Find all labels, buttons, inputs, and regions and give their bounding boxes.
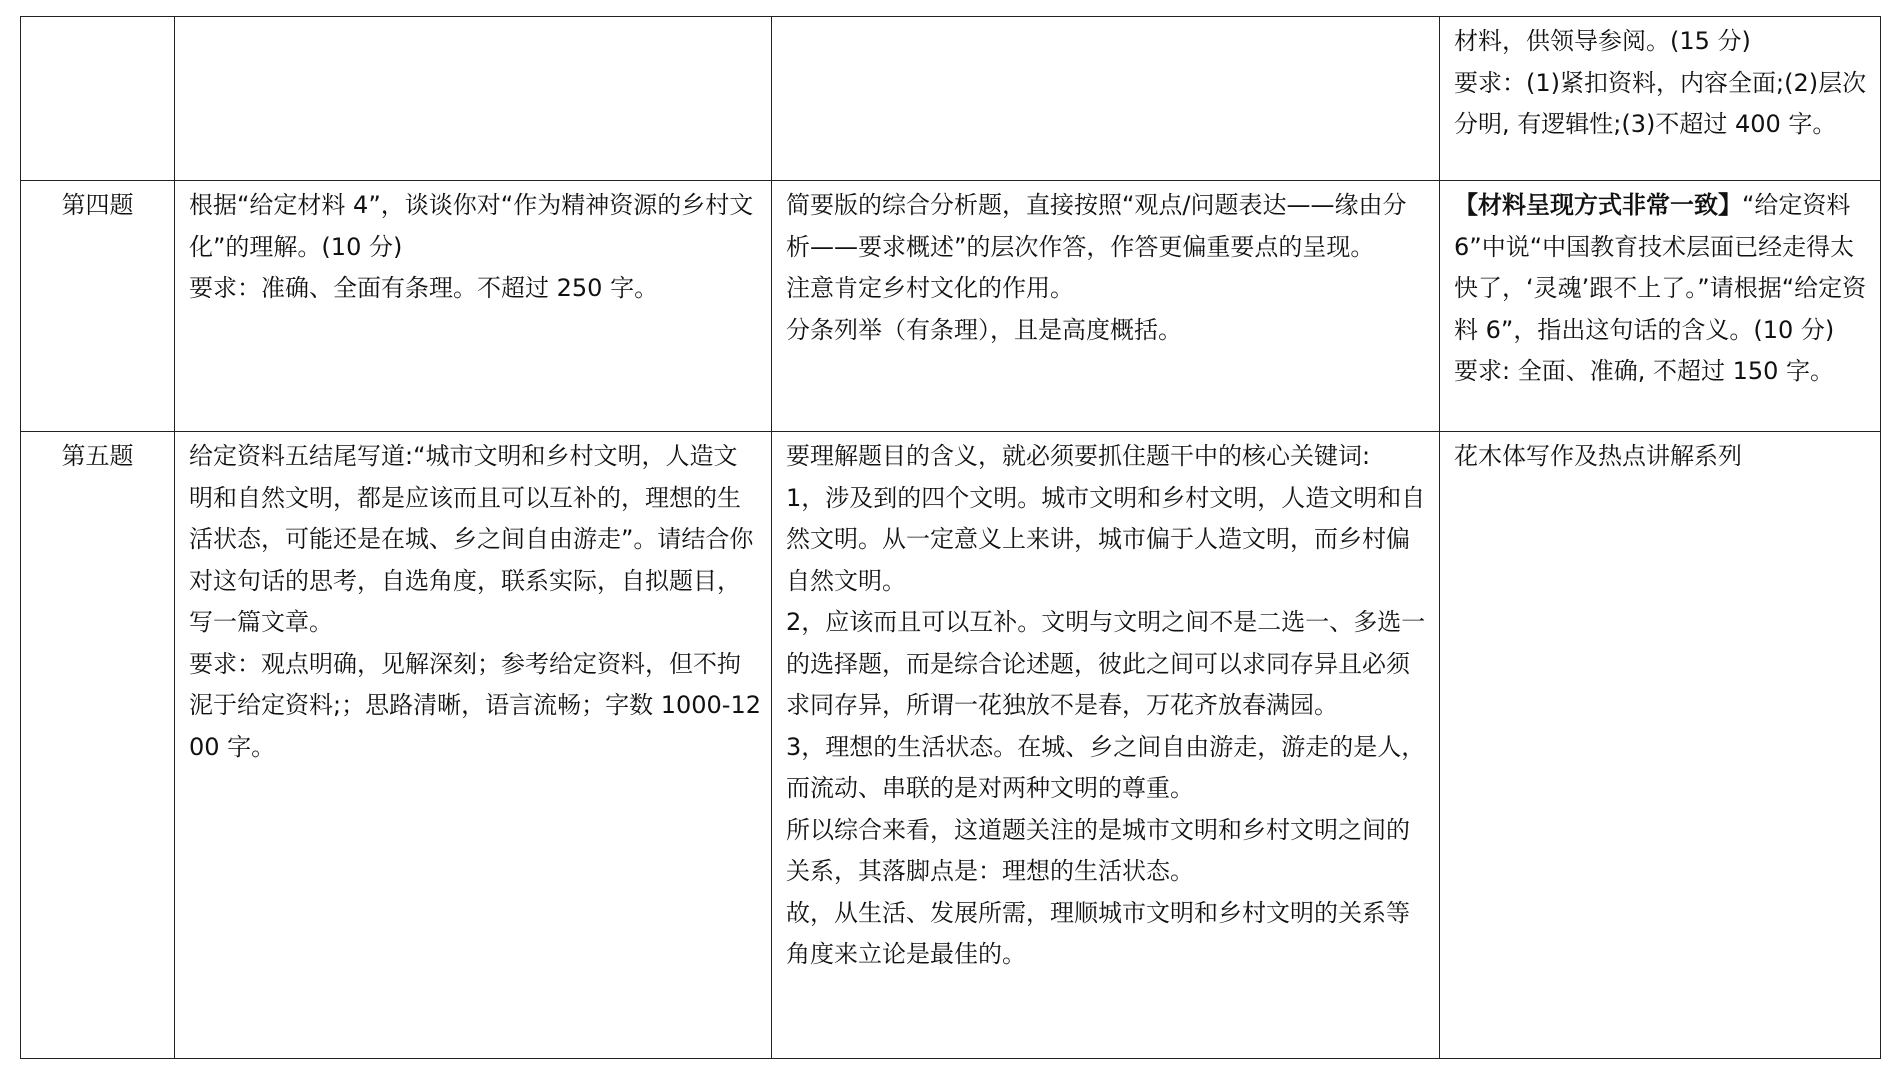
question-label: 第五题 <box>61 442 134 470</box>
note-cell <box>1440 181 1881 432</box>
note-paragraph: 要求: 全面、准确, 不超过 150 字。 <box>1454 357 1835 385</box>
analysis-cell <box>772 17 1440 181</box>
question-label-cell <box>21 17 175 181</box>
note-emphasis: 【材料呈现方式非常一致】 <box>1454 191 1742 219</box>
document-table <box>20 16 1881 1059</box>
note-paragraph: 花木体写作及热点讲解系列 <box>1454 442 1742 470</box>
analysis-paragraph: 注意肯定乡村文化的作用。 <box>786 274 1074 302</box>
question-cell <box>175 181 772 432</box>
analysis-paragraph: 简要版的综合分析题，直接按照“观点/问题表达——缘由分析——要求概述”的层次作答，作答更偏重要点的呈现。 <box>786 191 1407 261</box>
question-paragraph: 给定资料五结尾写道:“城市文明和乡村文明，人造文明和自然文明，都是应该而且可以互补的，理想的生活状态，可能还是在城、乡之间自由游走”。请结合你对这句话的思考，自选角度，联系实际，自拟题目，写一篇文章。 <box>189 442 754 636</box>
table-row <box>21 17 1881 181</box>
analysis-paragraph: 所以综合来看，这道题关注的是城市文明和乡村文明之间的关系，其落脚点是：理想的生活状态。 <box>786 815 1410 885</box>
question-paragraph: 根据“给定材料 4”，谈谈你对“作为精神资源的乡村文化”的理解。(10 分) <box>189 191 754 261</box>
analysis-paragraph: 2，应该而且可以互补。文明与文明之间不是二选一、多选一的选择题，而是综合论述题，彼此之间可以求同存异且必须求同存异，所谓一花独放不是春，万花齐放春满园。 <box>786 608 1426 719</box>
question-label: 第四题 <box>61 191 134 219</box>
analysis-cell <box>772 432 1440 1059</box>
question-label-cell <box>21 432 175 1059</box>
note-cell <box>1440 432 1881 1059</box>
question-paragraph: 要求：观点明确，见解深刻；参考给定资料，但不拘泥于给定资料;；思路清晰，语言流畅；字数 1000-1200 字。 <box>189 649 761 761</box>
question-cell <box>175 432 772 1059</box>
analysis-paragraph: 要理解题目的含义，就必须要抓住题干中的核心关键词: <box>786 442 1371 470</box>
question-label-cell <box>21 181 175 432</box>
analysis-paragraph: 3，理想的生活状态。在城、乡之间自由游走，游走的是人，而流动、串联的是对两种文明的尊重。 <box>786 732 1426 802</box>
analysis-paragraph: 故，从生活、发展所需，理顺城市文明和乡村文明的关系等角度来立论是最佳的。 <box>786 898 1410 968</box>
note-text: “给定资料 6”中说“中国教育技术层面已经走得太快了，‘灵魂’跟不上了。”请根据“给定资料 6”，指出这句话的含义。(10 分) <box>1454 191 1867 344</box>
note-paragraph: 材料，供领导参阅。(15 分) <box>1454 27 1751 55</box>
analysis-cell <box>772 181 1440 432</box>
question-paragraph: 要求：准确、全面有条理。不超过 250 字。 <box>189 274 659 302</box>
note-paragraph <box>1454 185 1870 351</box>
table-row <box>21 181 1881 432</box>
table-row <box>21 432 1881 1059</box>
question-cell <box>175 17 772 181</box>
analysis-paragraph: 分条列举（有条理），且是高度概括。 <box>786 315 1182 344</box>
note-paragraph: 要求：(1)紧扣资料，内容全面;(2)层次分明, 有逻辑性;(3)不超过 400 字。 <box>1454 68 1867 138</box>
analysis-paragraph: 1，涉及到的四个文明。城市文明和乡村文明，人造文明和自然文明。从一定意义上来讲，城市偏于人造文明，而乡村偏自然文明。 <box>786 483 1426 595</box>
note-cell <box>1440 17 1881 181</box>
